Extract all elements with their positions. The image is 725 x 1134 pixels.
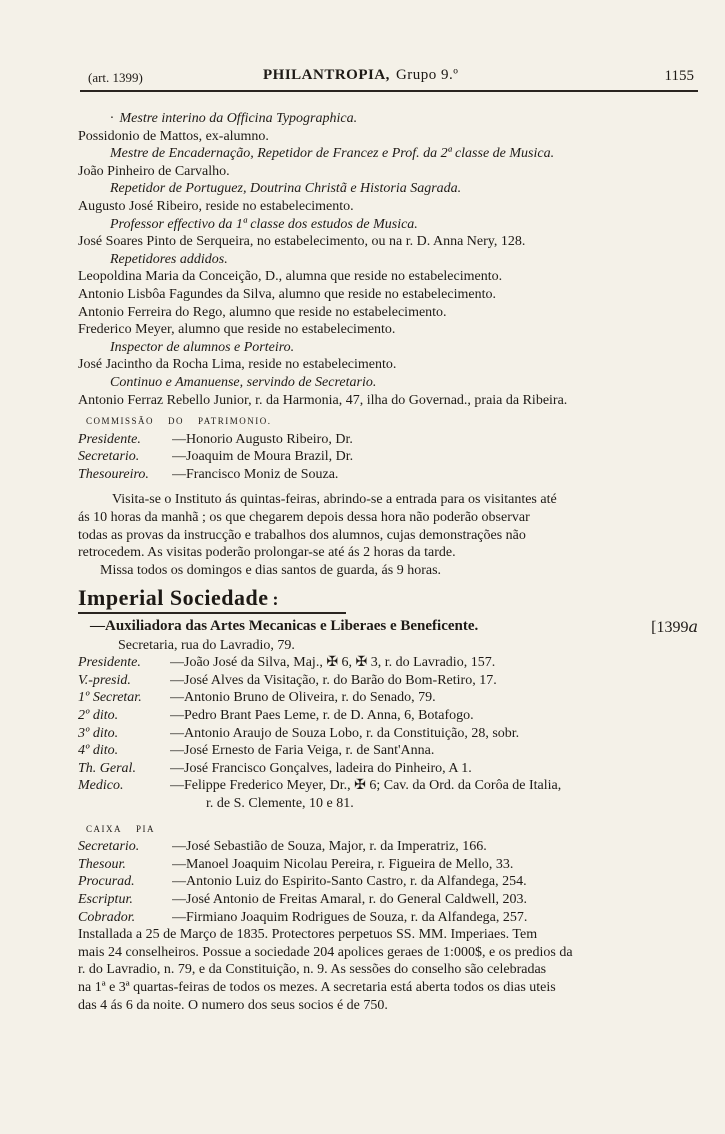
caixa-officer-row: Procurad. —Antonio Luiz do Espirito-Santo Castro, r. da Alfandega, 254. — [78, 874, 527, 890]
caixa-officer-row: Cobrador. —Firmiano Joaquim Rodrigues de Souza, r. da Alfandega, 257. — [78, 909, 528, 925]
section-line: Leopoldina Maria da Conceição, D., alumna que reside no estabelecimento. — [78, 269, 503, 285]
installada-paragraph: Installada a 25 de Março de 1835. Protectores perpetuos SS. MM. Imperiaes. Tem mais 24 conselheiros. Possue a sociedade 204 apolices geraes de 1:000$, e os predios da r. do Lavradio, n. 79, e da Constituição, n. 9. As sessões do conselho são celebradas na 1ª e 3ª quartas-feiras de todos os mezes. A secretaria está aberta todos os dias uteis das 4 ás 6 da noite. O numero dos seus socios é de 750. — [78, 927, 573, 1013]
section-line: José Jacintho da Rocha Lima, reside no estabelecimento. — [78, 357, 397, 373]
section-title: Mestre de Encadernação, Repetidor de Francez e Prof. da 2ª classe de Musica. — [110, 146, 555, 162]
section-title: Continuo e Amanuense, servindo de Secretario. — [110, 374, 377, 390]
article-reference: (art. 1399) — [88, 70, 143, 85]
officer-row: Medico. —Felippe Frederico Meyer, Dr., ✠ 6; Cav. da Ord. da Corôa de Italia, — [78, 778, 562, 794]
section-line: Augusto José Ribeiro, reside no estabelecimento. — [78, 198, 354, 214]
officer-row: 3º dito. —Antonio Araujo de Souza Lobo, r. da Constituição, 28, sobr. — [78, 725, 520, 741]
caixa-pia-heading: CAIXA PIA — [86, 823, 156, 834]
running-title — [263, 67, 458, 84]
page-content — [78, 110, 698, 1014]
section-title: Professor effectivo da 1ª classe dos estudos de Musica. — [110, 216, 418, 232]
header-rule — [80, 90, 698, 92]
running-title-main: PHILANTROPIA, — [263, 67, 390, 83]
officer-row: 1º Secretar. —Antonio Bruno de Oliveira, r. do Senado, 79. — [78, 690, 436, 706]
section-line: Antonio Ferraz Rebello Junior, r. da Harmonia, 47, ilha do Governad., praia da Ribeira. — [78, 392, 568, 408]
section-line: Possidonio de Mattos, ex-alumno. — [78, 128, 269, 144]
section-title: · Mestre interino da Officina Typographica. — [110, 111, 358, 126]
visita-paragraph: Visita-se o Instituto ás quintas-feiras, abrindo-se a entrada para os visitantes até ás 10 horas da manhã ; os que chegarem depois dessa hora não poderão observar todas as provas da instrucção e trabalhos dos alumnos, cujas demonstrações não retrocedem. As visitas poderão prolongar-se até ás 2 horas da tarde. — [78, 492, 557, 561]
section-line: José Soares Pinto de Serqueira, no estabelecimento, ou na r. D. Anna Nery, 128. — [78, 234, 526, 250]
page-header — [88, 64, 694, 90]
caixa-officer-row: Thesour. —Manoel Joaquim Nicolau Pereira, r. Figueira de Mello, 33. — [78, 856, 514, 872]
officer-row: 4º dito. —José Ernesto de Faria Veiga, r. de Sant'Anna. — [78, 743, 435, 759]
commissao-member: Thesoureiro. —Francisco Moniz de Souza. — [78, 466, 339, 482]
article-code: [1399a — [651, 617, 698, 637]
officer-row: Th. Geral. —José Francisco Gonçalves, ladeira do Pinheiro, A 1. — [78, 760, 472, 776]
section-title: Repetidores addidos. — [110, 251, 228, 267]
imperial-sociedade-title: Imperial Sociedade : — [78, 585, 279, 611]
commissao-member: Presidente. —Honorio Augusto Ribeiro, Dr. — [78, 431, 353, 447]
caixa-officer-row: Escriptur. —José Antonio de Freitas Amaral, r. do General Caldwell, 203. — [78, 891, 527, 907]
secretaria-address: Secretaria, rua do Lavradio, 79. — [118, 637, 295, 653]
page-number: 1155 — [664, 68, 694, 84]
section-line: Antonio Lisbôa Fagundes da Silva, alumno que reside no estabelecimento. — [78, 286, 496, 302]
commissao-member: Secretario. —Joaquim de Moura Brazil, Dr. — [78, 449, 354, 465]
officer-row: 2º dito. —Pedro Brant Paes Leme, r. de D. Anna, 6, Botafogo. — [78, 708, 474, 723]
section-title: Inspector de alumnos e Porteiro. — [110, 339, 295, 355]
section-line: Antonio Ferreira do Rego, alumno que reside no estabelecimento. — [78, 304, 447, 320]
society-name-line — [78, 618, 698, 637]
running-title-grupo: Grupo 9.º — [395, 67, 459, 83]
officer-row: Presidente. —João José da Silva, Maj., ✠ 6, ✠ 3, r. do Lavradio, 157. — [78, 655, 496, 671]
society-name: —Auxiliadora das Artes Mecanicas e Liberaes e Beneficente. — [90, 618, 479, 635]
commissao-heading: COMMISSÃO DO PATRIMONIO. — [86, 416, 272, 427]
section-line: Frederico Meyer, alumno que reside no estabelecimento. — [78, 322, 396, 338]
missa-line: Missa todos os domingos e dias santos de guarda, ás 9 horas. — [100, 562, 442, 578]
section-line: João Pinheiro de Carvalho. — [78, 163, 230, 179]
medico-address-continuation: r. de S. Clemente, 10 e 81. — [206, 795, 354, 811]
caixa-officer-row: Secretario. —José Sebastião de Souza, Major, r. da Imperatriz, 166. — [78, 839, 487, 855]
officer-row: V.-presid. —José Alves da Visitação, r. do Barão do Bom-Retiro, 17. — [78, 672, 497, 688]
title-underline — [78, 612, 346, 614]
section-title: Repetidor de Portuguez, Doutrina Christã e Historia Sagrada. — [110, 181, 462, 197]
